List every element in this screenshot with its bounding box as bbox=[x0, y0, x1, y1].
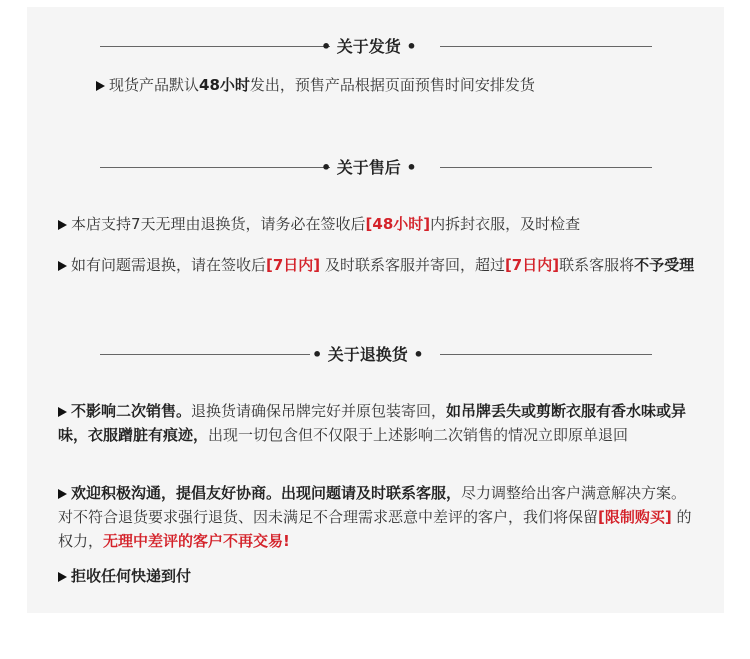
section-title-returns: • 关于退换货 • bbox=[312, 345, 424, 364]
divider-left bbox=[100, 354, 310, 355]
red-span: [7日内] bbox=[504, 256, 560, 274]
red-span: [48小时] bbox=[365, 215, 431, 233]
divider-left bbox=[100, 167, 330, 168]
divider-right bbox=[440, 354, 652, 355]
bold-span: 不予受理 bbox=[634, 256, 695, 274]
shipping-item bbox=[96, 73, 716, 97]
bold-span: 48小时 bbox=[199, 76, 250, 94]
divider-right bbox=[440, 46, 652, 47]
text-span: 出现一切包含但不仅限于上述影响二次销售的情况立即原单退回 bbox=[208, 426, 629, 444]
policy-panel bbox=[27, 7, 724, 613]
section-header-shipping bbox=[27, 34, 724, 58]
triangle-bullet-icon bbox=[58, 220, 67, 230]
returns-item-2 bbox=[58, 481, 698, 553]
triangle-bullet-icon bbox=[58, 261, 67, 271]
text-span: 的权力， bbox=[58, 508, 692, 550]
bold-span: 如吊牌丢失或剪断衣服有香水味或异味，衣服蹭脏有痕迹， bbox=[58, 402, 687, 444]
text-span: 退换货请确保吊牌完好并原包装寄回， bbox=[191, 402, 447, 420]
red-span: 无理中差评的客户不再交易! bbox=[103, 532, 290, 550]
text-span: 内拆封衣服，及时检查 bbox=[430, 215, 581, 233]
text-span: 联系客服将 bbox=[559, 256, 635, 274]
bold-span: 欢迎积极沟通，提倡友好协商。出现问题请及时联系客服， bbox=[71, 484, 462, 502]
text-span: 尽力调整给出客户满意解决方案。对不符合退货要求强行退货、因未满足不合理需求恶意中差评的客户，我们将保留 bbox=[58, 484, 687, 526]
triangle-bullet-icon bbox=[96, 81, 105, 91]
text-span: 本店支持7天无理由退换货，请务必在签收后 bbox=[71, 215, 366, 233]
returns-item-3 bbox=[58, 564, 698, 588]
red-span: [限制购买] bbox=[598, 508, 672, 526]
bold-span: 不影响二次销售。 bbox=[71, 402, 192, 420]
aftersales-item-2 bbox=[58, 253, 698, 277]
triangle-bullet-icon bbox=[58, 572, 67, 582]
aftersales-item-1 bbox=[58, 212, 698, 236]
text-span: 及时联系客服并寄回，超过 bbox=[320, 256, 505, 274]
divider-left bbox=[100, 46, 330, 47]
triangle-bullet-icon bbox=[58, 489, 67, 499]
section-header-aftersales bbox=[27, 155, 724, 179]
text-span: 现货产品默认 bbox=[109, 76, 200, 94]
section-title-shipping: • 关于发货 • bbox=[321, 37, 417, 56]
bold-span: 拒收任何快递到付 bbox=[71, 567, 192, 585]
section-header-returns bbox=[27, 342, 724, 366]
section-title-aftersales: • 关于售后 • bbox=[321, 158, 417, 177]
text-span: 发出，预售产品根据页面预售时间安排发货 bbox=[249, 76, 535, 94]
returns-item-1 bbox=[58, 399, 698, 447]
divider-right bbox=[440, 167, 652, 168]
red-span: [7日内] bbox=[266, 256, 321, 274]
text-span: 如有问题需退换，请在签收后 bbox=[71, 256, 267, 274]
triangle-bullet-icon bbox=[58, 407, 67, 417]
